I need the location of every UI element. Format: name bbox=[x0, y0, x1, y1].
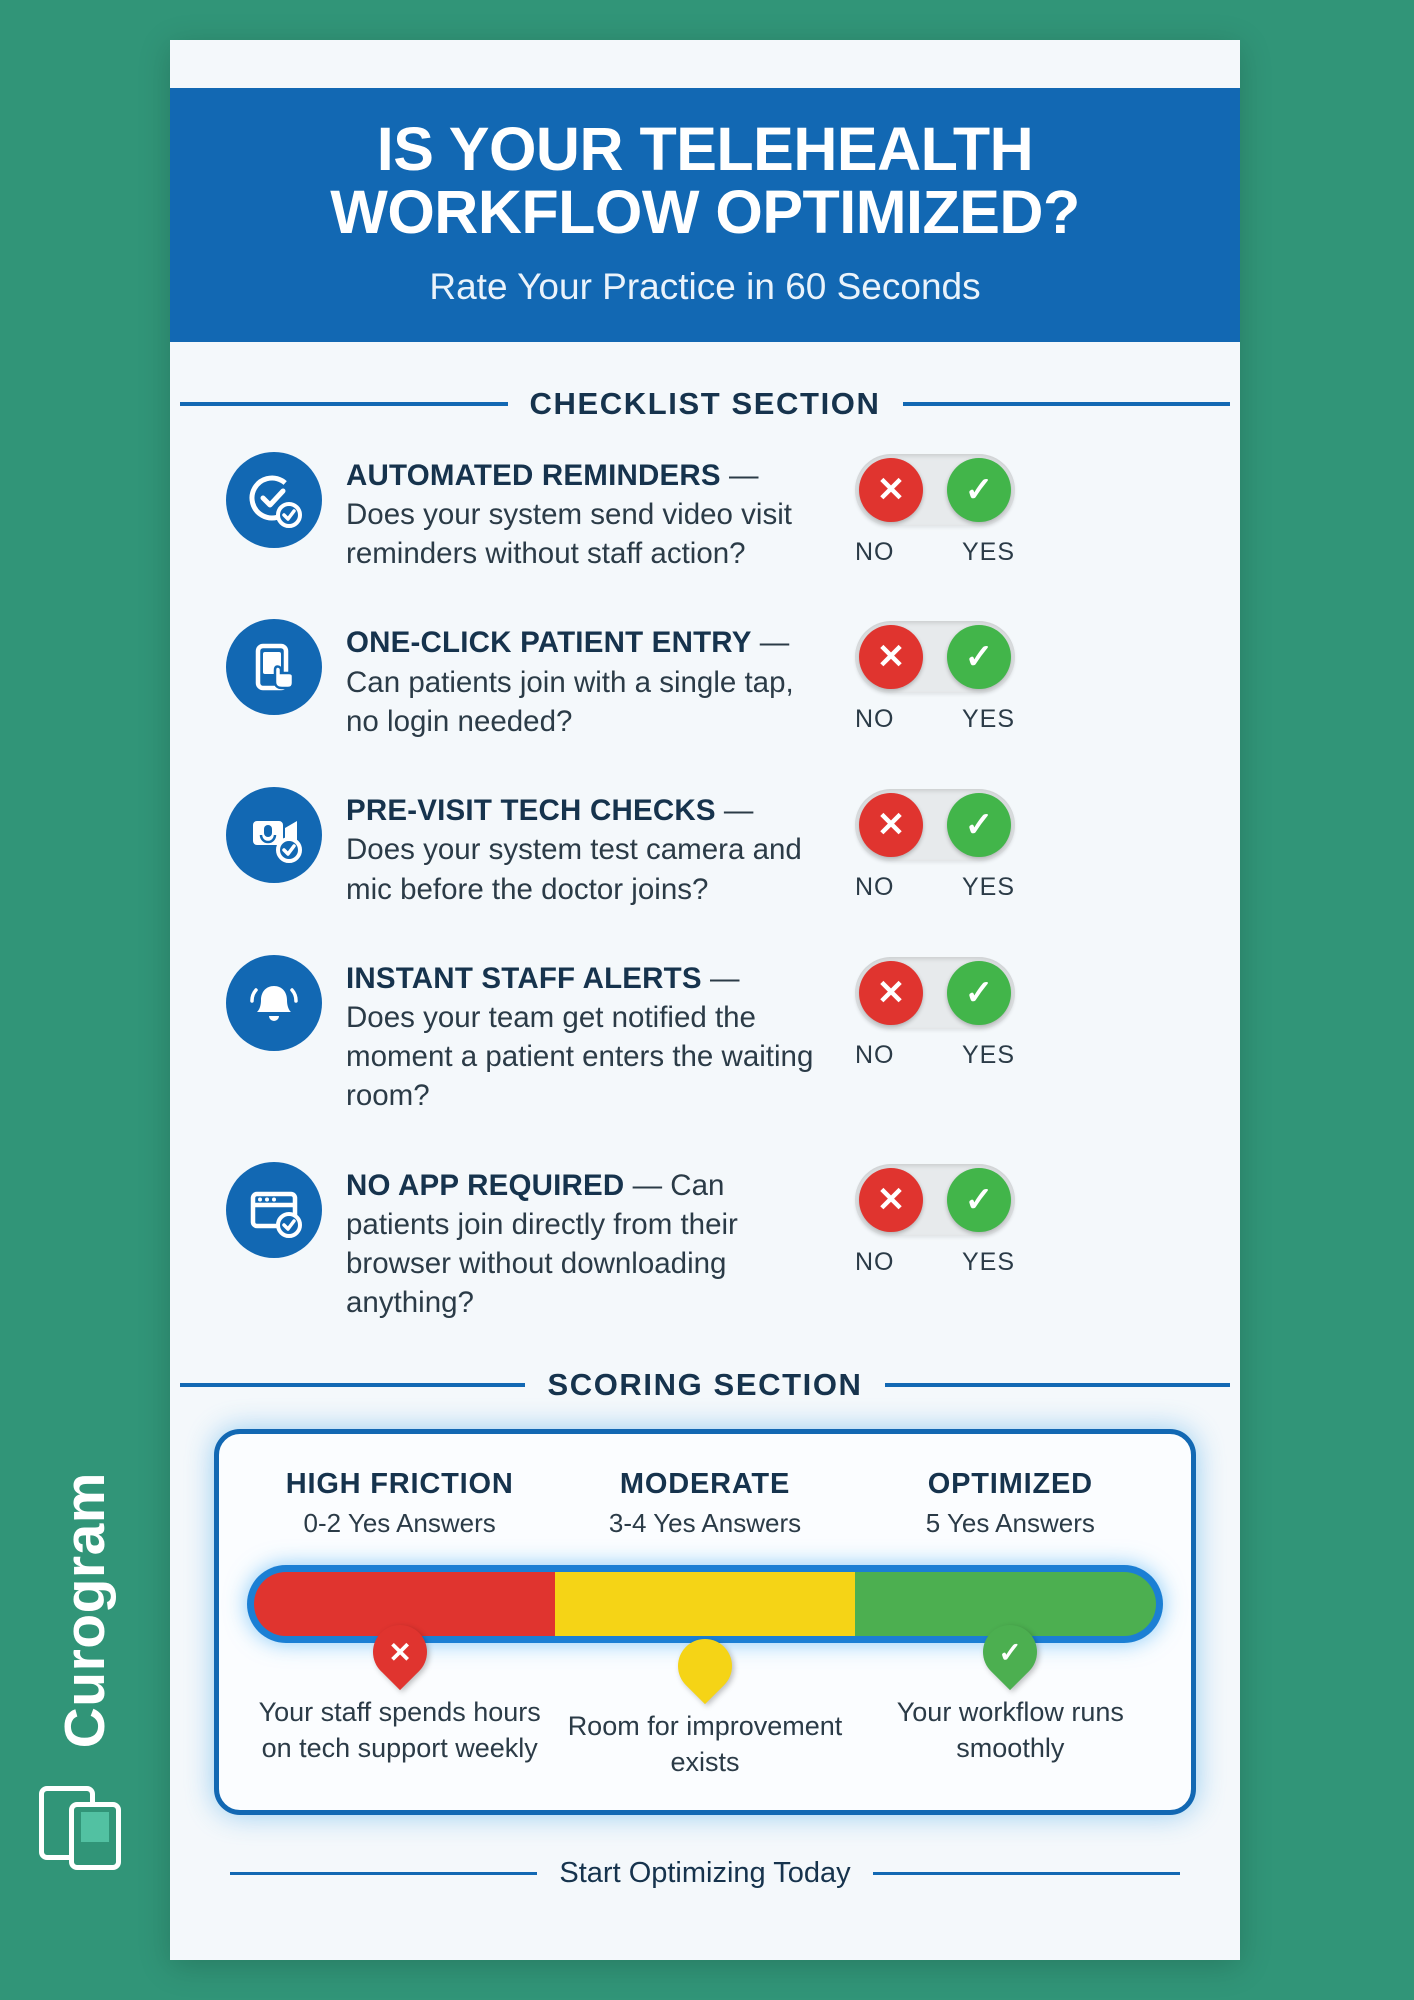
title-line-2: WORKFLOW OPTIMIZED? bbox=[330, 177, 1080, 246]
brand-name: Curogram bbox=[53, 1471, 117, 1748]
level-answers: 5 Yes Answers bbox=[925, 1507, 1095, 1538]
rule-right bbox=[873, 1872, 1180, 1875]
rule-left bbox=[230, 1872, 537, 1875]
camera-mic-check-icon bbox=[226, 787, 322, 883]
checklist-section-title bbox=[170, 386, 1240, 422]
yes-option[interactable]: ✓ bbox=[947, 625, 1011, 689]
pin-caption: Your staff spends hours on tech support weekly bbox=[258, 1696, 541, 1763]
toggle-group[interactable] bbox=[840, 448, 1030, 567]
checklist-item bbox=[210, 1158, 1200, 1323]
pin-caption: Room for improvement exists bbox=[567, 1710, 843, 1777]
pin-marker-optimized bbox=[972, 1613, 1048, 1689]
no-option[interactable]: ✕ bbox=[859, 458, 923, 522]
no-option[interactable]: ✕ bbox=[859, 625, 923, 689]
score-level-heading bbox=[858, 1468, 1163, 1539]
phone-tap-icon bbox=[226, 619, 322, 715]
yes-option[interactable]: ✓ bbox=[947, 961, 1011, 1025]
score-card bbox=[214, 1429, 1196, 1816]
level-answers: 0-2 Yes Answers bbox=[303, 1507, 496, 1538]
yes-option[interactable]: ✓ bbox=[947, 1168, 1011, 1232]
rule-right bbox=[885, 1383, 1230, 1387]
yes-label: YES bbox=[961, 1247, 1015, 1276]
checklist-item-text bbox=[346, 448, 816, 574]
score-level-heading bbox=[552, 1468, 857, 1539]
bell-alert-icon bbox=[226, 955, 322, 1051]
rule-right bbox=[903, 402, 1231, 406]
toggle-group[interactable] bbox=[840, 1158, 1030, 1277]
checklist-item-text bbox=[346, 1158, 816, 1323]
page-subtitle: Rate Your Practice in 60 Seconds bbox=[429, 265, 981, 307]
title-line-1: IS YOUR TELEHEALTH bbox=[376, 115, 1034, 183]
checklist-item-body: Does your team get notified the moment a patient enters the waiting room? bbox=[346, 1001, 814, 1113]
brand-rail bbox=[0, 0, 170, 2000]
no-label: NO bbox=[855, 537, 895, 566]
pin-marker-moderate bbox=[667, 1627, 743, 1703]
score-pin-group bbox=[552, 1625, 857, 1781]
pin-caption: Your workflow runs smoothly bbox=[896, 1696, 1124, 1763]
pin-mark: ✓ bbox=[998, 1636, 1023, 1668]
yes-label: YES bbox=[961, 537, 1015, 566]
checklist-item bbox=[210, 951, 1200, 1116]
page-title bbox=[220, 115, 1190, 246]
checklist-item-body: Can patients join directly from their browser without downloading anything? bbox=[346, 1168, 738, 1320]
checklist-item-title: PRE-VISIT TECH CHECKS bbox=[346, 794, 716, 828]
browser-check-icon bbox=[226, 1162, 322, 1258]
level-title: OPTIMIZED bbox=[927, 1467, 1093, 1500]
clock-check-icon bbox=[226, 452, 322, 548]
documents-logo-icon bbox=[39, 1780, 131, 1880]
checklist-section-label: CHECKLIST SECTION bbox=[529, 385, 881, 421]
toggle-labels bbox=[855, 538, 1015, 567]
checklist-item-dash: — bbox=[720, 458, 759, 492]
yes-no-toggle[interactable] bbox=[855, 789, 1015, 861]
checklist bbox=[170, 448, 1240, 1323]
yes-label: YES bbox=[961, 873, 1015, 902]
yes-no-toggle[interactable] bbox=[855, 957, 1015, 1029]
toggle-labels bbox=[855, 1041, 1015, 1070]
yes-option[interactable]: ✓ bbox=[947, 458, 1011, 522]
yes-no-toggle[interactable] bbox=[855, 1164, 1015, 1236]
score-headings bbox=[247, 1468, 1163, 1539]
checklist-item bbox=[210, 448, 1200, 574]
score-pins bbox=[247, 1625, 1163, 1781]
no-option[interactable]: ✕ bbox=[859, 793, 923, 857]
checklist-item-body: Does your system send video visit reminders without staff action? bbox=[346, 497, 792, 571]
footer-cta bbox=[170, 1857, 1240, 1890]
yes-no-toggle[interactable] bbox=[855, 454, 1015, 526]
yes-label: YES bbox=[961, 1040, 1015, 1069]
score-pin-group bbox=[247, 1625, 552, 1781]
checklist-item-dash: — bbox=[751, 626, 790, 660]
level-title: HIGH FRICTION bbox=[285, 1467, 514, 1500]
rule-left bbox=[180, 1383, 525, 1387]
scoring-section bbox=[170, 1429, 1240, 1816]
checklist-item-title: ONE-CLICK PATIENT ENTRY bbox=[346, 626, 752, 660]
poster-card bbox=[170, 40, 1240, 1960]
checklist-item-text bbox=[346, 615, 816, 741]
scoring-section-title bbox=[170, 1367, 1240, 1403]
checklist-item-dash: — bbox=[624, 1168, 671, 1202]
yes-label: YES bbox=[961, 705, 1015, 734]
checklist-item-body: Can patients join with a single tap, no login needed? bbox=[346, 665, 794, 738]
checklist-item-text bbox=[346, 951, 816, 1116]
checklist-item-text bbox=[346, 783, 816, 909]
toggle-labels bbox=[855, 1248, 1015, 1277]
toggle-labels bbox=[855, 873, 1015, 902]
toggle-group[interactable] bbox=[840, 951, 1030, 1070]
checklist-item-dash: — bbox=[715, 794, 754, 828]
no-option[interactable]: ✕ bbox=[859, 1168, 923, 1232]
checklist-item-body: Does your system test camera and mic before the doctor joins? bbox=[346, 833, 802, 906]
cta-text: Start Optimizing Today bbox=[559, 1857, 851, 1890]
score-level-heading bbox=[247, 1468, 552, 1539]
scoring-section-label: SCORING SECTION bbox=[547, 1366, 863, 1402]
no-label: NO bbox=[855, 1040, 895, 1069]
checklist-item-dash: — bbox=[701, 961, 740, 995]
checklist-item-title: NO APP REQUIRED bbox=[346, 1168, 625, 1202]
no-label: NO bbox=[855, 873, 895, 902]
score-bar bbox=[247, 1565, 1163, 1781]
checklist-item-title: INSTANT STAFF ALERTS bbox=[346, 961, 702, 995]
yes-option[interactable]: ✓ bbox=[947, 793, 1011, 857]
checklist-item-title: AUTOMATED REMINDERS bbox=[346, 458, 721, 492]
level-answers: 3-4 Yes Answers bbox=[608, 1507, 802, 1538]
no-label: NO bbox=[855, 705, 895, 734]
score-pin-group bbox=[858, 1625, 1163, 1781]
logo-square-fill bbox=[81, 1812, 109, 1842]
toggle-group[interactable] bbox=[840, 783, 1030, 902]
checklist-item bbox=[210, 615, 1200, 741]
rule-left bbox=[180, 402, 508, 406]
level-title: MODERATE bbox=[619, 1467, 791, 1500]
checklist-item bbox=[210, 783, 1200, 909]
toggle-labels bbox=[855, 705, 1015, 734]
yes-no-toggle[interactable] bbox=[855, 621, 1015, 693]
pin-mark: ✕ bbox=[387, 1636, 412, 1668]
no-label: NO bbox=[855, 1247, 895, 1276]
no-option[interactable]: ✕ bbox=[859, 961, 923, 1025]
poster-header bbox=[170, 88, 1240, 342]
pin-marker-high-friction bbox=[361, 1613, 437, 1689]
toggle-group[interactable] bbox=[840, 615, 1030, 734]
